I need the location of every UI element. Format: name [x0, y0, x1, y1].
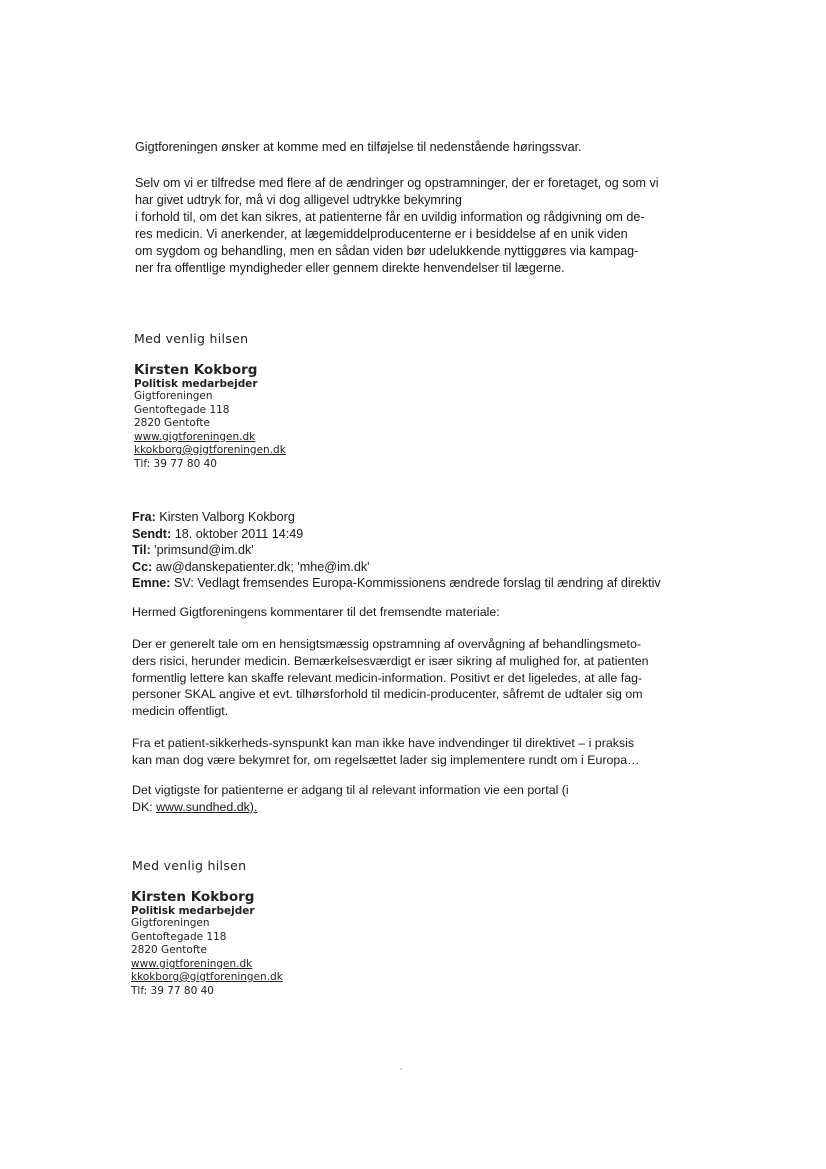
signature-2-name: Kirsten Kokborg: [131, 889, 255, 905]
signature-1-phone: Tlf: 39 77 80 40: [134, 457, 217, 470]
signature-2: [131, 890, 283, 998]
paragraph-1-line: ner fra offentlige myndigheder eller gennem direkte henvendelser til lægerne.: [135, 261, 565, 275]
signature-1: [134, 363, 286, 471]
email-subject-row: [132, 575, 661, 592]
paragraph-1-line: Selv om vi er tilfredse med flere af de ændringer og opstramninger, der er foretaget, og som vi: [135, 176, 659, 190]
cc-value: aw@danskepatienter.dk; 'mhe@im.dk': [155, 559, 370, 574]
signature-2-title: Politisk medarbejder: [131, 905, 255, 917]
signature-2-email-link[interactable]: kkokborg@gigtforeningen.dk: [131, 971, 283, 983]
email-to-row: [132, 542, 661, 559]
signature-1-title: Politisk medarbejder: [134, 378, 258, 390]
signature-1-name: Kirsten Kokborg: [134, 362, 258, 378]
email-paragraph-a-line: medicin offentligt.: [132, 704, 229, 719]
sent-label: Sendt:: [132, 526, 172, 541]
paragraph-1-line: om sygdom og behandling, men en sådan viden bør udelukkende nyttiggøres via kampag-: [135, 244, 639, 258]
dk-prefix: DK:: [132, 799, 157, 814]
email-paragraph-b-line: Fra et patient-sikkerheds-synspunkt kan man ikke have indvendinger til direktivet – i praksis: [132, 736, 635, 750]
paragraph-1-line: res medicin. Vi anerkender, at lægemiddelproducenterne er i besiddelse af en unik viden: [135, 227, 628, 241]
signature-1-web-link[interactable]: www.gigtforeningen.dk: [134, 430, 256, 443]
email-paragraph-c-line: Det vigtigste for patienterne er adgang til al relevant information vie een portal (i: [132, 783, 569, 797]
sundhed-link[interactable]: www.sundhed.dk).: [156, 799, 258, 814]
signature-2-org: Gigtforeningen: [131, 917, 210, 929]
email-paragraph-c-line: [132, 799, 692, 816]
signature-1-org: Gigtforeningen: [134, 390, 213, 402]
signature-2-web-link[interactable]: www.gigtforeningen.dk: [131, 957, 253, 970]
signature-1-street: Gentoftegade 118: [134, 403, 230, 416]
cc-label: Cc:: [132, 559, 153, 574]
email-paragraph-b-line: kan man dog være bekymret for, om regelsættet lader sig implementere rundt om i Europa…: [132, 752, 640, 767]
email-paragraph-a-line: formentlig lettere kan skaffe relevant medicin-information. Positivt er det ligeledes, at alle fag-: [132, 670, 643, 685]
signature-1-city: 2820 Gentofte: [134, 417, 210, 429]
subject-label: Emne:: [132, 576, 171, 590]
email-paragraph-a-line: Der er generelt tale om en hensigtsmæssig opstramning af overvågning af behandlingsmeto-: [132, 637, 641, 651]
scan-speck: [400, 1068, 402, 1070]
email-paragraph-a-line: personer SKAL angive et evt. tilhørsforhold til medicin-producenter, såfremt de udtaler sig om: [132, 687, 643, 702]
sent-value: 18. oktober 2011 14:49: [174, 526, 304, 541]
paragraph-1-line: har givet udtryk for, må vi dog alligevel udtrykke bekymring: [135, 193, 462, 207]
subject-value: SV: Vedlagt fremsendes Europa-Kommissionens ændrede forslag til ændring af direktiv: [174, 576, 661, 590]
email-from-row: [132, 509, 661, 526]
signature-2-street: Gentoftegade 118: [131, 930, 227, 943]
from-value: Kirsten Valborg Kokborg: [159, 510, 295, 524]
intro-text: Gigtforeningen ønsker at komme med en tilføjelse til nedenstående høringssvar.: [135, 140, 582, 154]
signature-2-greeting: Med venlig hilsen: [132, 858, 247, 873]
email-header: [132, 509, 661, 592]
signature-2-phone: Tlf: 39 77 80 40: [131, 984, 214, 997]
signature-1-greeting: Med venlig hilsen: [134, 331, 249, 346]
to-value: 'primsund@im.dk': [154, 543, 254, 557]
signature-2-city: 2820 Gentofte: [131, 944, 207, 956]
email-sent-row: [132, 526, 661, 543]
signature-1-email-link[interactable]: kkokborg@gigtforeningen.dk: [134, 444, 286, 456]
paragraph-1-line: i forhold til, om det kan sikres, at patienterne får en uvildig information og rådgivning om de-: [135, 210, 645, 224]
email-paragraph-a: [132, 636, 692, 720]
email-opening: Hermed Gigtforeningens kommentarer til det fremsendte materiale:: [132, 605, 500, 619]
paragraph-1: [135, 175, 710, 277]
to-label: Til:: [132, 543, 151, 557]
email-cc-row: [132, 559, 661, 576]
email-paragraph-a-line: ders risici, herunder medicin. Bemærkelsesværdigt er især sikring af mulighed for, at patienten: [132, 653, 649, 668]
from-label: Fra:: [132, 510, 156, 524]
email-paragraph-c: [132, 782, 692, 816]
email-paragraph-b: [132, 735, 692, 769]
